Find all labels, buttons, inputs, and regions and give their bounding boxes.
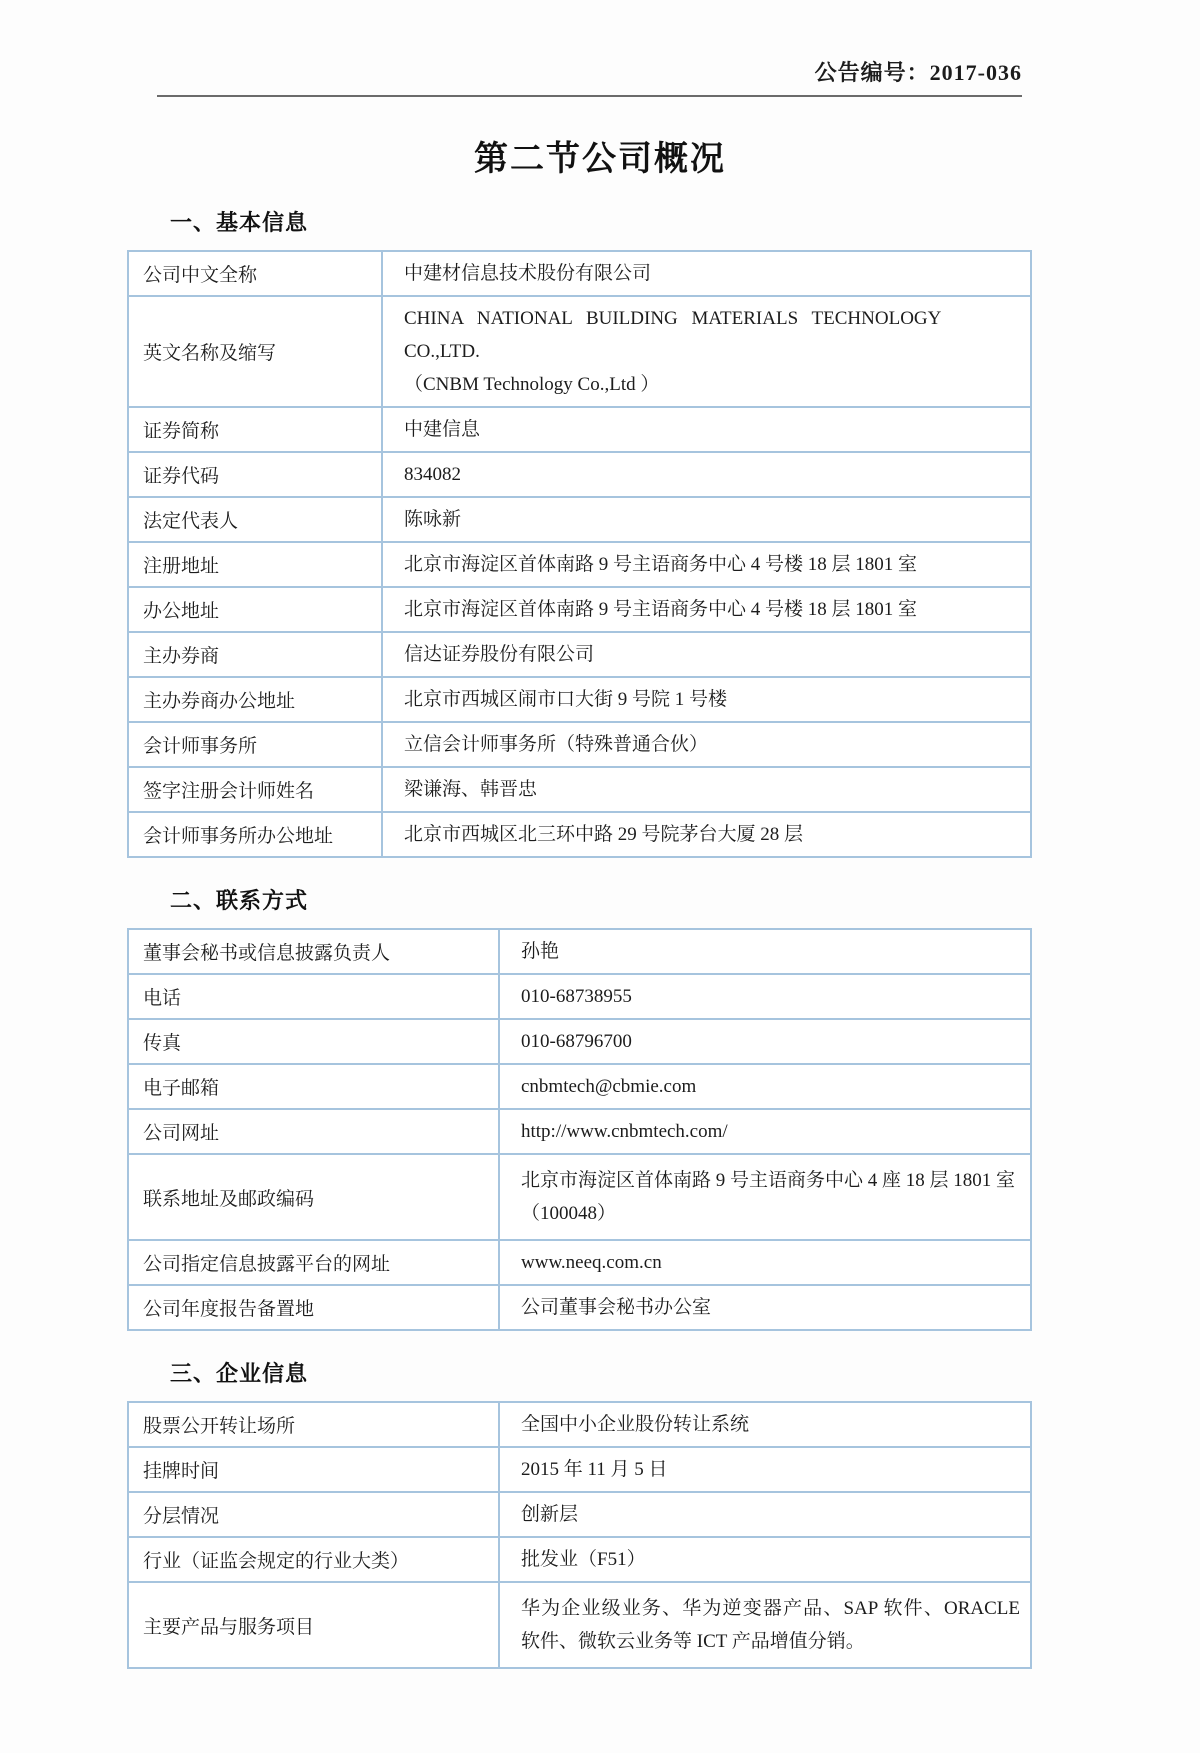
- row-label: 公司年度报告备置地: [129, 1286, 500, 1329]
- row-value: 梁谦海、韩晋忠: [404, 779, 538, 800]
- row-label: 证券简称: [129, 408, 383, 451]
- row-value: http://www.cnbmtech.com/: [521, 1121, 728, 1142]
- table-row: [129, 766, 1030, 811]
- row-value: [500, 1155, 1030, 1239]
- table-row: [129, 676, 1030, 721]
- section-heading-contact-info: 二、联系方式: [170, 888, 309, 913]
- contact-info-table: [127, 928, 1032, 1331]
- table-row: [129, 1581, 1030, 1667]
- row-value: [383, 297, 1030, 406]
- row-label: 主办券商办公地址: [129, 678, 383, 721]
- enterprise-info-table: [127, 1401, 1032, 1669]
- table-row: [129, 586, 1030, 631]
- row-value: 信达证券股份有限公司: [404, 644, 595, 665]
- row-label: 公司网址: [129, 1110, 500, 1153]
- table-row: [129, 811, 1030, 856]
- row-label: 注册地址: [129, 543, 383, 586]
- table-row: [129, 721, 1030, 766]
- row-value-line2: （100048）: [521, 1203, 617, 1224]
- document-body: [127, 206, 1032, 1669]
- row-value: 华为企业级业务、华为逆变器产品、SAP 软件、ORACLE 软件、微软云业务等 ICT 产品增值分销。: [521, 1598, 1020, 1652]
- table-row: [129, 1153, 1030, 1239]
- row-label: 股票公开转让场所: [129, 1403, 500, 1446]
- table-row: [129, 252, 1030, 295]
- table-row: [129, 1491, 1030, 1536]
- row-label: 签字注册会计师姓名: [129, 768, 383, 811]
- row-value: 批发业（F51）: [521, 1549, 646, 1570]
- row-label: 公司中文全称: [129, 252, 383, 295]
- table-row: [129, 973, 1030, 1018]
- table-row: [129, 1239, 1030, 1284]
- row-label: 英文名称及缩写: [129, 297, 383, 406]
- row-value: 北京市西城区闹市口大街 9 号院 1 号楼: [404, 689, 728, 710]
- row-label: 会计师事务所: [129, 723, 383, 766]
- row-label: 证券代码: [129, 453, 383, 496]
- row-value: 创新层: [521, 1504, 579, 1525]
- row-label: 分层情况: [129, 1493, 500, 1536]
- section-heading-enterprise-info: 三、企业信息: [170, 1361, 309, 1386]
- table-row: [129, 1403, 1030, 1446]
- row-label: 会计师事务所办公地址: [129, 813, 383, 856]
- row-value: 010-68796700: [521, 1031, 632, 1052]
- table-row: [129, 406, 1030, 451]
- row-value-line1: CHINA NATIONAL BUILDING MATERIALS TECHNOLOGY CO.,LTD.: [404, 308, 941, 362]
- row-label: 公司指定信息披露平台的网址: [129, 1241, 500, 1284]
- row-label: 法定代表人: [129, 498, 383, 541]
- row-value: 北京市海淀区首体南路 9 号主语商务中心 4 号楼 18 层 1801 室: [404, 599, 918, 620]
- row-value: www.neeq.com.cn: [521, 1252, 662, 1273]
- row-value-line2: （CNBM Technology Co.,Ltd ）: [404, 374, 660, 395]
- row-label: 联系地址及邮政编码: [129, 1155, 500, 1239]
- row-value: 北京市海淀区首体南路 9 号主语商务中心 4 号楼 18 层 1801 室: [404, 554, 918, 575]
- table-row: [129, 930, 1030, 973]
- row-value: 全国中小企业股份转让系统: [521, 1414, 750, 1435]
- basic-info-table: [127, 250, 1032, 858]
- table-row: [129, 295, 1030, 406]
- table-row: [129, 1446, 1030, 1491]
- table-row: [129, 496, 1030, 541]
- row-label: 电话: [129, 975, 500, 1018]
- table-row: [129, 451, 1030, 496]
- row-label: 传真: [129, 1020, 500, 1063]
- notice-header: [157, 56, 1022, 97]
- page-title: 第二节公司概况: [474, 140, 726, 178]
- row-value: cnbmtech@cbmie.com: [521, 1076, 697, 1097]
- row-value: 北京市西城区北三环中路 29 号院茅台大厦 28 层: [404, 824, 804, 845]
- row-value: 陈咏新: [404, 509, 462, 530]
- row-label: 主办券商: [129, 633, 383, 676]
- row-value: 中建材信息技术股份有限公司: [404, 263, 652, 284]
- row-value: 中建信息: [404, 419, 481, 440]
- row-label: 行业（证监会规定的行业大类）: [129, 1538, 500, 1581]
- table-row: [129, 1284, 1030, 1329]
- table-row: [129, 1108, 1030, 1153]
- notice-number: 公告编号：2017-036: [814, 60, 1022, 85]
- table-row: [129, 631, 1030, 676]
- row-value: 立信会计师事务所（特殊普通合伙）: [404, 734, 709, 755]
- row-value: 010-68738955: [521, 986, 632, 1007]
- table-row: [129, 1063, 1030, 1108]
- row-label: 主要产品与服务项目: [129, 1583, 500, 1667]
- row-value-line1: 北京市海淀区首体南路 9 号主语商务中心 4 座 18 层 1801 室: [521, 1170, 1016, 1191]
- table-row: [129, 1018, 1030, 1063]
- row-value: 834082: [404, 464, 461, 485]
- row-value: 公司董事会秘书办公室: [521, 1297, 712, 1318]
- table-row: [129, 1536, 1030, 1581]
- row-label: 挂牌时间: [129, 1448, 500, 1491]
- row-label: 电子邮箱: [129, 1065, 500, 1108]
- section-heading-basic-info: 一、基本信息: [170, 210, 309, 235]
- row-value: 2015 年 11 月 5 日: [521, 1459, 668, 1480]
- row-value: 孙艳: [521, 941, 560, 962]
- table-row: [129, 541, 1030, 586]
- row-label: 董事会秘书或信息披露负责人: [129, 930, 500, 973]
- row-label: 办公地址: [129, 588, 383, 631]
